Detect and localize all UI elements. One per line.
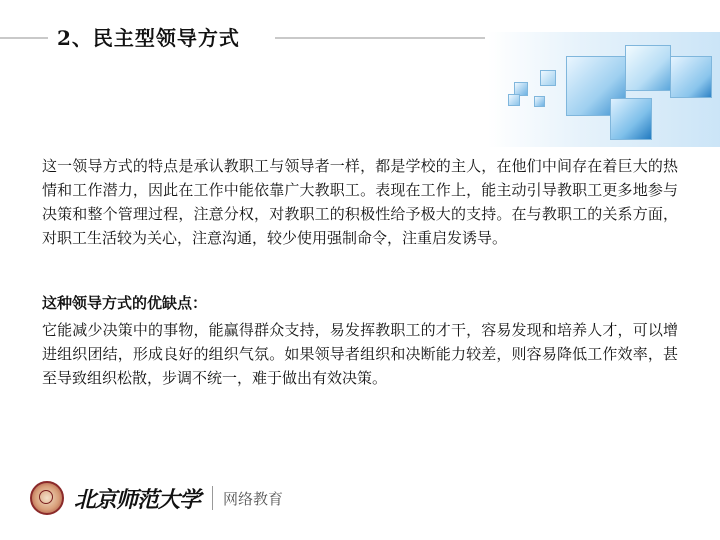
header-rule-left: [0, 37, 48, 39]
decorative-cube: [670, 56, 712, 98]
slide-title: 2、民主型领导方式: [57, 26, 240, 50]
pros-cons-heading: 这种领导方式的优缺点：: [42, 294, 208, 312]
university-seal-icon: [30, 481, 64, 515]
header-rule-right: [275, 37, 485, 39]
decorative-cube-small: [508, 94, 520, 106]
pros-cons-block: [42, 318, 678, 390]
description-paragraph: 这一领导方式的特点是承认教职工与领导者一样，都是学校的主人，在他们中间存在着巨大的热情和工作潜力，因此在工作中能依靠广大教职工。表现在工作上，能主动引导教职工更多地参与决策和整个管理过程，注意分权，对教职工的积极性给予极大的支持。在与教职工的关系方面，对职工生活较为关心，注意沟通，较少使用强制命令，注重启发诱导。: [42, 157, 678, 247]
university-name: 北京师范大学: [74, 486, 201, 513]
decorative-cube-small: [540, 70, 556, 86]
footer-divider: [212, 486, 213, 510]
pros-cons-paragraph: 它能减少决策中的事物，能赢得群众支持，易发挥教职工的才干，容易发现和培养人才，可以增进组织团结，形成良好的组织气氛。如果领导者组织和决断能力较差，则容易降低工作效率，甚至导致组织松散，步调不统一，难于做出有效决策。: [42, 321, 678, 387]
description-block: [42, 154, 678, 250]
decorative-cube: [610, 98, 652, 140]
footer-subtitle: 网络教育: [223, 489, 284, 508]
footer-logo: [30, 478, 283, 518]
decorative-cube-small: [534, 96, 545, 107]
decorative-cube: [625, 45, 671, 91]
